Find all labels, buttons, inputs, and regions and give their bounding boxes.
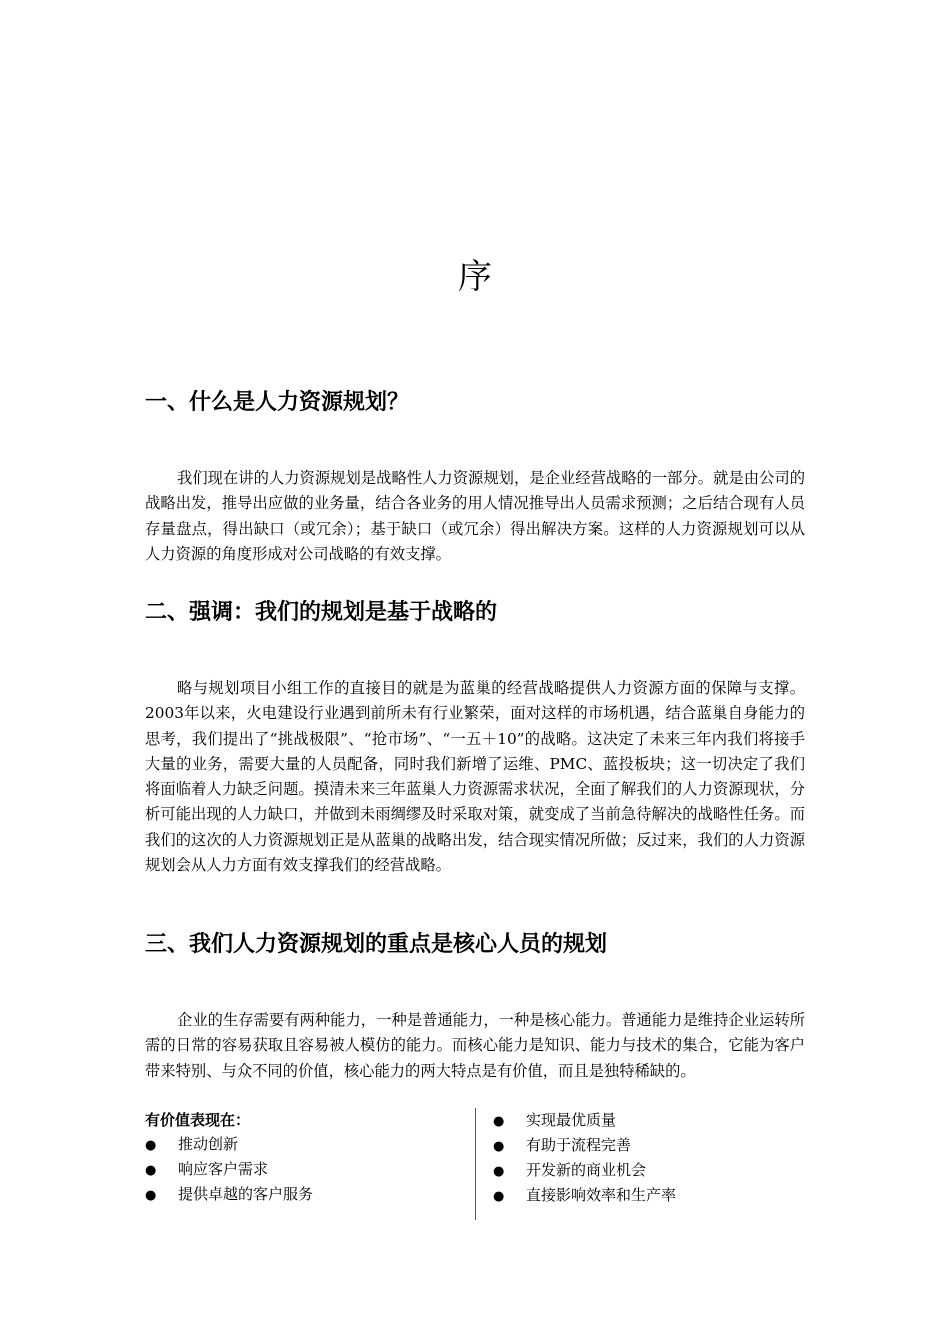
bullet-icon: ●	[145, 1188, 157, 1203]
bullet-icon: ●	[145, 1163, 157, 1178]
value-list-right-column	[493, 1108, 803, 1208]
page-title: 序	[458, 257, 492, 297]
list-item	[493, 1108, 803, 1133]
section-heading-1: 一、什么是人力资源规划？	[145, 390, 410, 415]
value-list-left-column	[145, 1108, 470, 1207]
list-item-label: 直接影响效率和生产率	[526, 1186, 677, 1204]
section-heading-3: 三、我们人力资源规划的重点是核心人员的规划	[145, 932, 608, 957]
section-body-2: 略与规划项目小组工作的直接目的就是为蓝巢的经营战略提供人力资源方面的保障与支撑。2003年以来，火电建设行业遇到前所未有行业繁荣，面对这样的市场机遇，结合蓝巢自身能力的思考，我们提出了“挑战极限”、“抢市场”、“一五＋10”的战略。这决定了未来三年内我们将接手大量的业务，需要大量的人员配备，同时我们新增了运维、PMC、蓝投板块；这一切决定了我们将面临着人力缺乏问题。摸清未来三年蓝巢人力资源需求状况，全面了解我们的人力资源现状，分析可能出现的人力缺口，并做到未雨绸缪及时采取对策，就变成了当前急待解决的战略性任务。而我们的这次的人力资源规划正是从蓝巢的战略出发，结合现实情况所做；反过来，我们的人力资源规划会从人力方面有效支撑我们的经营战略。	[145, 679, 805, 875]
list-item-label: 响应客户需求	[178, 1160, 269, 1178]
list-item	[493, 1158, 803, 1183]
list-item	[145, 1157, 470, 1182]
list-item	[493, 1133, 803, 1158]
list-item-label: 推动创新	[178, 1135, 239, 1153]
value-list-title: 有价值表现在：	[145, 1111, 251, 1129]
list-item	[145, 1182, 470, 1207]
list-item-label: 实现最优质量	[526, 1111, 617, 1129]
section-body-3: 企业的生存需要有两种能力，一种是普通能力，一种是核心能力。普通能力是维持企业运转所需的日常的容易获取且容易被人模仿的能力。而核心能力是知识、能力与技术的集合，它能为客户带来特别、与众不同的价值，核心能力的两大特点是有价值，而且是独特稀缺的。	[145, 1011, 805, 1080]
section-heading-2: 二、强调：我们的规划是基于战略的	[145, 600, 498, 625]
section-body-1: 我们现在讲的人力资源规划是战略性人力资源规划，是企业经营战略的一部分。就是由公司的战略出发，推导出应做的业务量，结合各业务的用人情况推导出人员需求预测；之后结合现有人员存量盘点，得出缺口（或冗余）；基于缺口（或冗余）得出解决方案。这样的人力资源规划可以从人力资源的角度形成对公司战略的有效支撑。	[145, 469, 805, 563]
bullet-icon: ●	[493, 1139, 505, 1154]
bullet-icon: ●	[145, 1138, 157, 1153]
list-item-label: 开发新的商业机会	[526, 1161, 647, 1179]
bullet-icon: ●	[493, 1164, 505, 1179]
bullet-icon: ●	[493, 1114, 505, 1129]
value-list	[145, 1108, 805, 1220]
bullet-icon: ●	[493, 1189, 505, 1204]
list-item-label: 提供卓越的客户服务	[178, 1185, 314, 1203]
column-divider	[475, 1108, 476, 1220]
list-item	[145, 1132, 470, 1157]
list-item	[493, 1183, 803, 1208]
list-item-label: 有助于流程完善	[526, 1136, 632, 1154]
